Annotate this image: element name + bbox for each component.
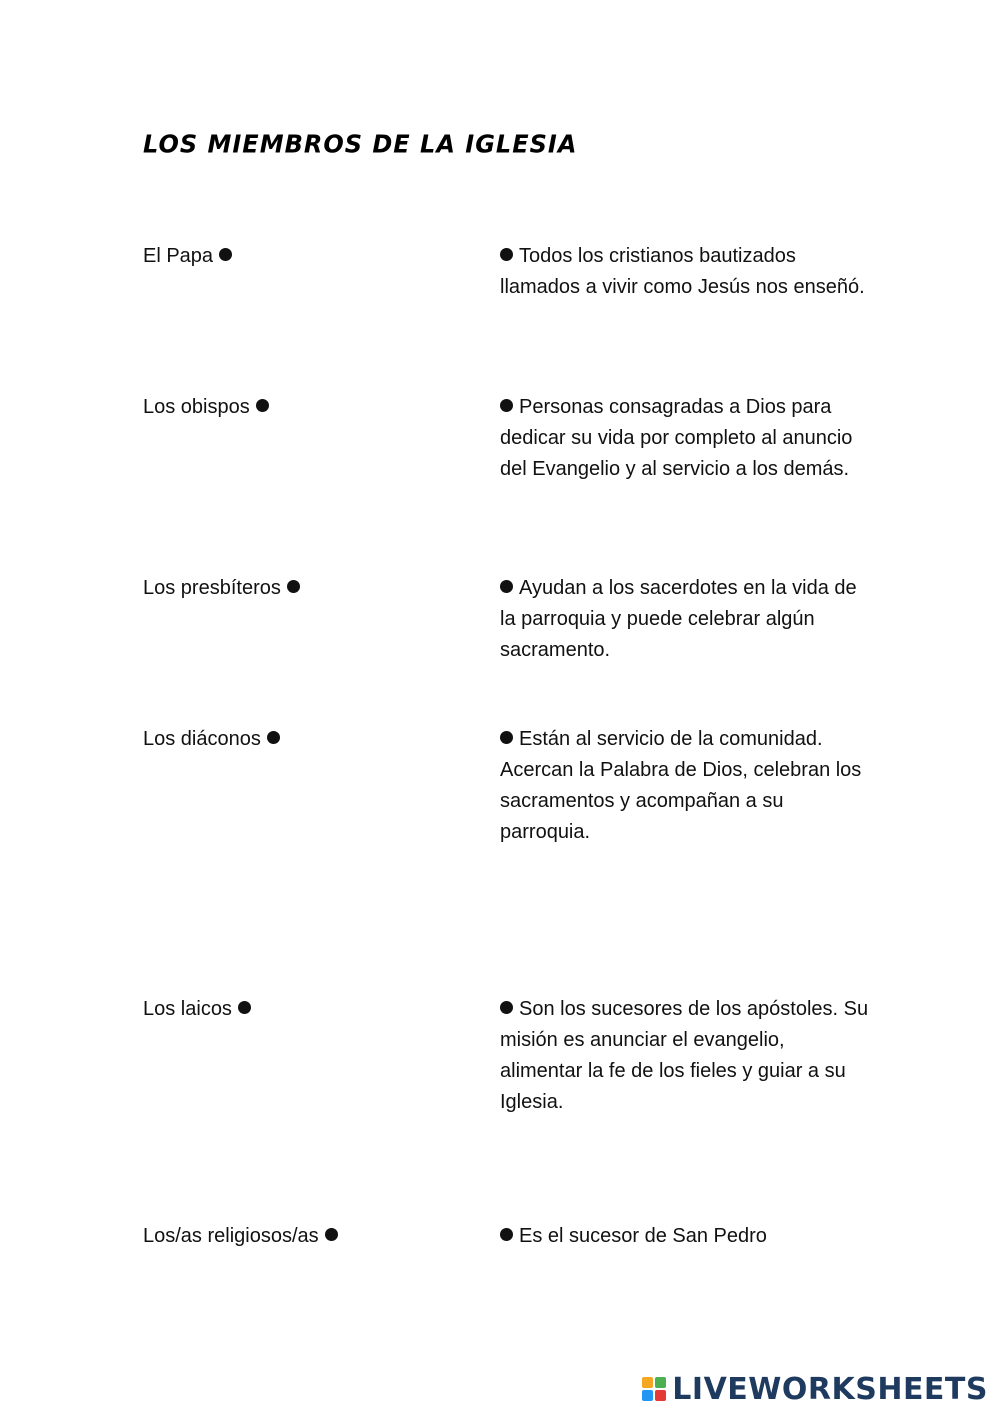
match-dot[interactable] <box>500 248 513 261</box>
match-dot[interactable] <box>238 1001 251 1014</box>
left-item-label: Los/as religiosos/as <box>143 1225 319 1247</box>
left-item-label: Los diáconos <box>143 728 261 750</box>
logo-square <box>655 1377 666 1388</box>
left-item <box>143 392 269 423</box>
right-item <box>500 392 870 485</box>
logo-mark-icon <box>642 1377 666 1401</box>
right-item-text: Todos los cristianos bautizados llamados a vivir como Jesús nos enseñó. <box>500 245 865 298</box>
left-item <box>143 1221 338 1252</box>
liveworksheets-logo <box>642 1372 988 1406</box>
match-dot[interactable] <box>500 1228 513 1241</box>
match-dot[interactable] <box>500 1001 513 1014</box>
page-title: LOS MIEMBROS DE LA IGLESIA <box>143 129 578 159</box>
match-dot[interactable] <box>219 248 232 261</box>
right-item-text: Es el sucesor de San Pedro <box>519 1225 767 1247</box>
right-item <box>500 573 870 666</box>
logo-square <box>655 1390 666 1401</box>
left-item <box>143 724 280 755</box>
right-item <box>500 241 870 303</box>
left-item <box>143 241 232 272</box>
left-item-label: Los presbíteros <box>143 577 281 599</box>
right-item-text: Están al servicio de la comunidad. Acercan la Palabra de Dios, celebran los sacramentos y acompañan a su parroquia. <box>500 728 862 843</box>
logo-square <box>642 1390 653 1401</box>
right-item <box>500 724 870 848</box>
match-dot[interactable] <box>500 731 513 744</box>
match-dot[interactable] <box>500 580 513 593</box>
match-dot[interactable] <box>287 580 300 593</box>
left-item-label: Los obispos <box>143 396 250 418</box>
match-dot[interactable] <box>267 731 280 744</box>
right-item-text: Son los sucesores de los apóstoles. Su misión es anunciar el evangelio, alimentar la fe de los fieles y guiar a su Iglesia. <box>500 998 869 1113</box>
left-item <box>143 994 251 1025</box>
logo-square <box>642 1377 653 1388</box>
left-item <box>143 573 300 604</box>
right-item <box>500 1221 870 1252</box>
logo-text: LIVEWORKSHEETS <box>672 1371 988 1407</box>
right-item-text: Ayudan a los sacerdotes en la vida de la parroquia y puede celebrar algún sacramento. <box>500 577 857 661</box>
match-dot[interactable] <box>325 1228 338 1241</box>
left-item-label: El Papa <box>143 245 214 267</box>
right-item <box>500 994 870 1118</box>
left-item-label: Los laicos <box>143 998 232 1020</box>
right-item-text: Personas consagradas a Dios para dedicar su vida por completo al anuncio del Evangelio y al servicio a los demás. <box>500 396 853 480</box>
match-dot[interactable] <box>256 399 269 412</box>
match-dot[interactable] <box>500 399 513 412</box>
